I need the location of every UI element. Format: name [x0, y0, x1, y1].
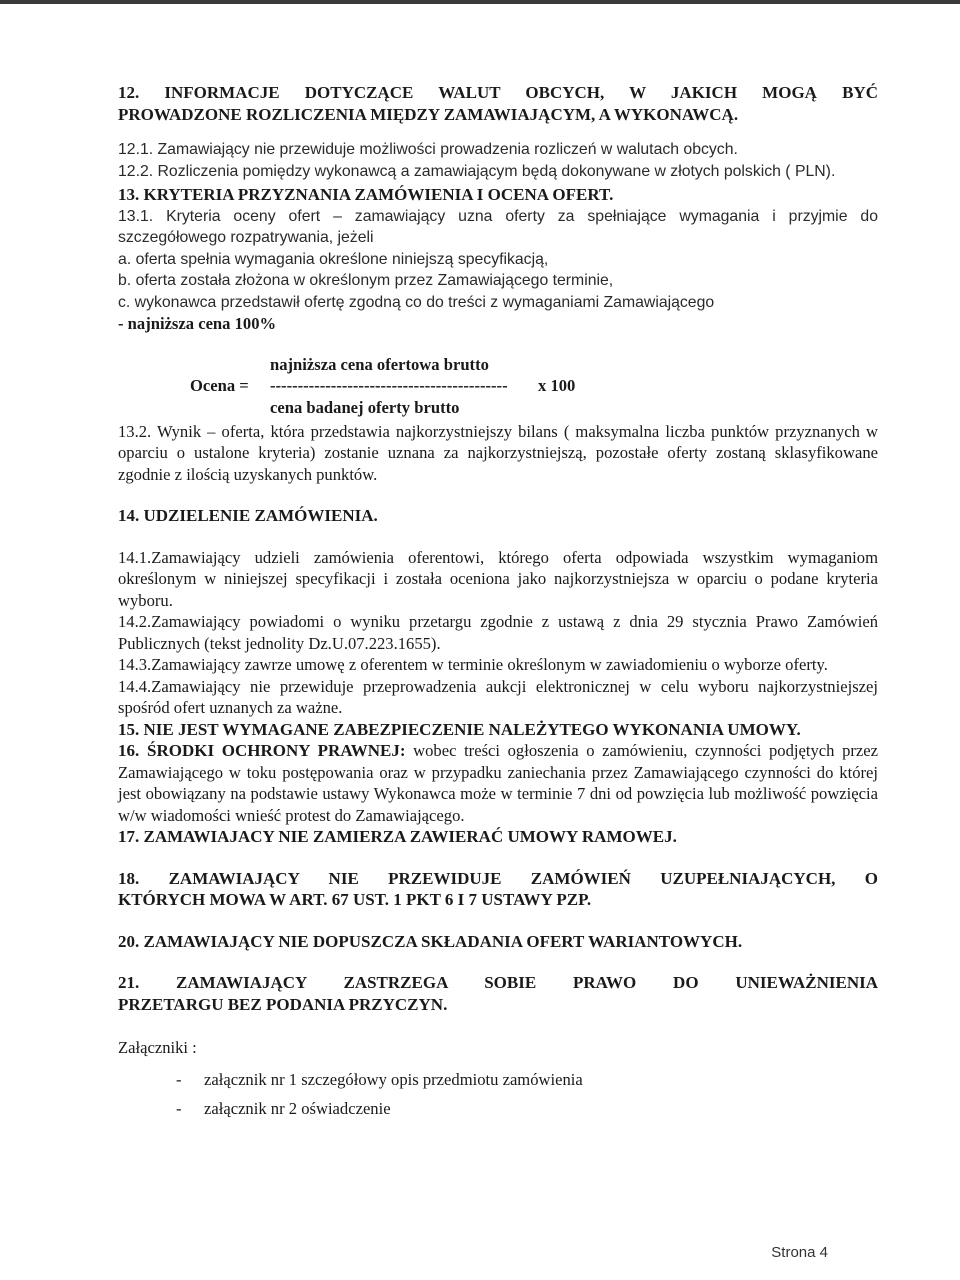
- annex-item-text: załącznik nr 1 szczegółowy opis przedmiotu zamówienia: [204, 1069, 583, 1089]
- section-14-heading: 14. UDZIELENIE ZAMÓWIENIA.: [118, 506, 378, 525]
- scan-top-border: [0, 0, 960, 4]
- annex-item: [118, 1069, 878, 1091]
- section-12-heading-line1: 12. INFORMACJE DOTYCZĄCE WALUT OBCYCH, W JAKICH MOGĄ BYĆ: [118, 83, 878, 102]
- document-page: [118, 82, 878, 1120]
- annex-item: [118, 1098, 878, 1120]
- section-18-heading-line2: KTÓRYCH MOWA W ART. 67 UST. 1 PKT 6 I 7 USTAWY PZP.: [118, 890, 592, 909]
- section-13-1: 13.1. Kryteria oceny ofert – zamawiający uzna oferty za spełniające wymagania i przyjmie do szczegółowego rozpatrywania, jeżeli: [118, 207, 878, 246]
- criterion-c: c. wykonawca przedstawił ofertę zgodną co do treści z wymaganiami Zamawiającego: [118, 293, 715, 311]
- section-21-heading-line2: PRZETARGU BEZ PODANIA PRZYCZYN.: [118, 994, 448, 1014]
- section-20-heading: 20. ZAMAWIAJĄCY NIE DOPUSZCZA SKŁADANIA OFERT WARIANTOWYCH.: [118, 931, 743, 951]
- section-12-2: 12.2. Rozliczenia pomiędzy wykonawcą a zamawiającym będą dokonywane w złotych polskich ( PLN).: [118, 162, 836, 180]
- section-14-2: 14.2.Zamawiający powiadomi o wyniku przetargu zgodnie z ustawą z dnia 29 stycznia Prawo Zamówień Publicznych (tekst jednolity Dz.U.07.223.1655).: [118, 612, 878, 653]
- section-16-lead: 16. ŚRODKI OCHRONY PRAWNEJ:: [118, 741, 406, 760]
- price-score-formula: [118, 355, 878, 419]
- section-15-heading: 15. NIE JEST WYMAGANE ZABEZPIECZENIE NALEŻYTEGO WYKONANIA UMOWY.: [118, 719, 801, 739]
- section-14-1: 14.1.Zamawiający udzieli zamówienia oferentowi, którego oferta odpowiada wszystkim wymaganiom określonym w niniejszej specyfikacji i została oceniona jako najkorzystniejsza w oparciu o podane kryteria wyboru.: [118, 547, 878, 610]
- formula-denominator: cena badanej oferty brutto: [270, 397, 460, 417]
- formula-label: Ocena =: [190, 375, 249, 395]
- page-number: Strona 4: [771, 1244, 828, 1261]
- section-12-1: 12.1. Zamawiający nie przewiduje możliwości prowadzenia rozliczeń w walutach obcych.: [118, 141, 738, 158]
- section-21-heading-line1: 21. ZAMAWIAJĄCY ZASTRZEGA SOBIE PRAWO DO UNIEWAŻNIENIA: [118, 973, 878, 992]
- formula-fraction-bar: -------------------------------------------: [270, 375, 508, 395]
- section-12-heading-line2: PROWADZONE ROZLICZENIA MIĘDZY ZAMAWIAJĄCYM, A WYKONAWCĄ.: [118, 104, 739, 124]
- criterion-b: b. oferta została złożona w określonym przez Zamawiającego terminie,: [118, 272, 614, 289]
- section-13-heading: 13. KRYTERIA PRZYZNANIA ZAMÓWIENIA I OCENA OFERT.: [118, 185, 614, 204]
- section-17-heading: 17. ZAMAWIAJACY NIE ZAMIERZA ZAWIERAĆ UMOWY RAMOWEJ.: [118, 827, 677, 846]
- section-14-4: 14.4.Zamawiający nie przewiduje przeprowadzenia aukcji elektronicznej w celu wyboru najkorzystniejszej spośród ofert uznanych za ważne.: [118, 676, 878, 717]
- annex-dash: -: [176, 1069, 182, 1089]
- annex-title: Załączniki :: [118, 1038, 197, 1057]
- criterion-a: a. oferta spełnia wymagania określone niniejszą specyfikacją,: [118, 250, 549, 268]
- annex-item-text: załącznik nr 2 oświadczenie: [204, 1099, 391, 1118]
- section-16-text: wobec treści ogłoszenia o zamówieniu, czynności podjętych przez Zamawiającego w toku postępowania oraz w przypadku zaniechania przez Zamawiającego czynności do której jest obowiązany na podstawie ustawy Wykonawca może w terminie 7 dni od powzięcia lub możliwość powzięcia w/w wiadomości wnieść protest do Zamawiającego.: [118, 741, 878, 825]
- section-14-3: 14.3.Zamawiający zawrze umowę z oferentem w terminie określonym w zawiadomieniu o wyborze oferty.: [118, 655, 828, 674]
- lowest-price-criterion: - najniższa cena 100%: [118, 314, 277, 333]
- annex-dash: -: [176, 1099, 182, 1118]
- formula-multiplier: x 100: [538, 375, 576, 395]
- section-18-heading-line1: 18. ZAMAWIAJĄCY NIE PRZEWIDUJE ZAMÓWIEŃ UZUPEŁNIAJĄCYCH, O: [118, 868, 878, 888]
- section-13-2: 13.2. Wynik – oferta, która przedstawia najkorzystniejszy bilans ( maksymalna liczba punktów przyznanych w oparciu o ustalone kryteria) zostanie uznana za najkorzystniejszą, pozostałe oferty zostaną sklasyfikowane zgodnie z ilością uzyskanych punktów.: [118, 421, 878, 484]
- formula-numerator: najniższa cena ofertowa brutto: [270, 354, 489, 374]
- section-16: [118, 740, 878, 826]
